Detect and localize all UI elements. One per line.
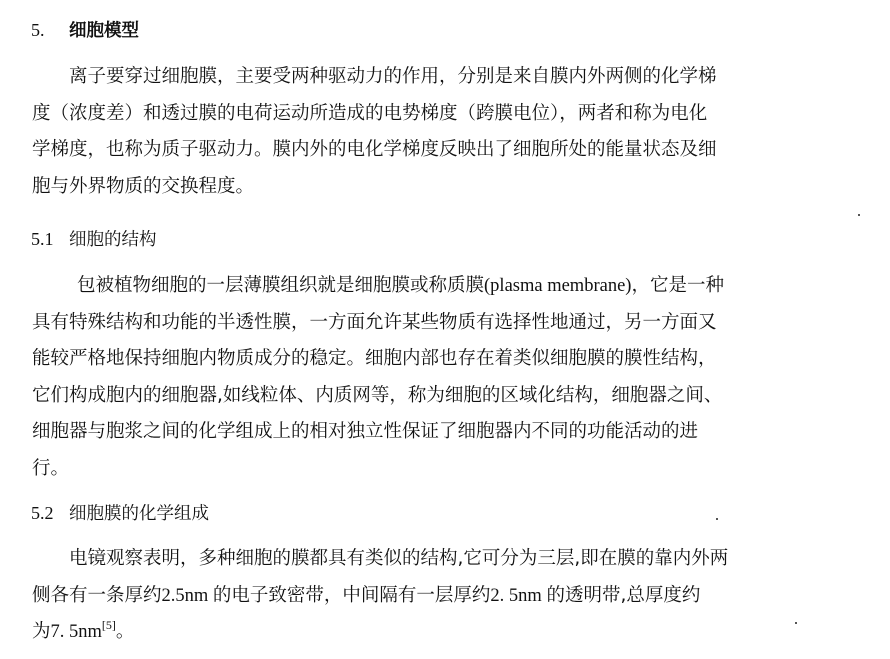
subsection-title: 细胞膜的化学组成: [69, 504, 209, 524]
subsection-paragraph: [32, 541, 858, 651]
section-number: 5.: [31, 20, 45, 40]
paragraph-line: 侧各有一条厚约2.5nm 的电子致密带，中间隔有一层厚约2. 5nm 的透明带,总厚度约: [32, 584, 701, 606]
scan-speck: [795, 622, 797, 624]
paragraph-line: 电镜观察表明，多种细胞的膜都具有类似的结构,它可分为三层,即在膜的靠内外两: [69, 548, 729, 569]
paragraph-line: 胞与外界物质的交换程度。: [32, 175, 255, 197]
subsection-heading: [31, 227, 157, 252]
paragraph-line: 离子要穿过细胞膜，主要受两种驱动力的作用，分别是来自膜内外两侧的化学梯: [69, 66, 717, 87]
paragraph-line: 能较严格地保持细胞内物质成分的稳定。细胞内部也存在着类似细胞膜的膜性结构，: [32, 348, 717, 369]
section-title: 细胞模型: [69, 21, 139, 41]
citation-reference: [5]: [101, 618, 116, 632]
subsection-heading: [31, 501, 209, 526]
paragraph-line: 学梯度，也称为质子驱动力。膜内外的电化学梯度反映出了细胞所处的能量状态及细: [32, 139, 717, 160]
paragraph-line: 它们构成胞内的细胞器,如线粒体、内质网等，称为细胞的区域化结构，细胞器之间、: [32, 384, 723, 406]
paragraph-line-last: [32, 614, 858, 651]
scan-speck: [716, 518, 718, 520]
subsection-title: 细胞的结构: [69, 230, 157, 250]
paragraph-line: 度（浓度差）和透过膜的电荷运动所造成的电势梯度（跨膜电位），两者和称为电化: [32, 102, 708, 124]
paragraph-line: 行。: [32, 457, 70, 479]
paragraph-text: 为7. 5nm: [32, 621, 102, 642]
paragraph-line: 包被植物细胞的一层薄膜组织就是细胞膜或称质膜(plasma membrane)，它是一种: [77, 275, 724, 296]
scan-speck: [858, 214, 860, 216]
trailing-punctuation: 。: [115, 621, 135, 642]
paragraph-line: 细胞器与胞浆之间的化学组成上的相对独立性保证了细胞器内不同的功能活动的进: [32, 421, 699, 442]
subsection-number: 5.2: [31, 503, 54, 523]
section-paragraph: [32, 59, 858, 205]
subsection-paragraph: [32, 268, 858, 487]
subsection-number: 5.1: [31, 229, 54, 249]
section-heading: [31, 18, 139, 43]
paragraph-line: 具有特殊结构和功能的半透性膜，一方面允许某些物质有选择性地通过，另一方面又: [32, 311, 717, 333]
